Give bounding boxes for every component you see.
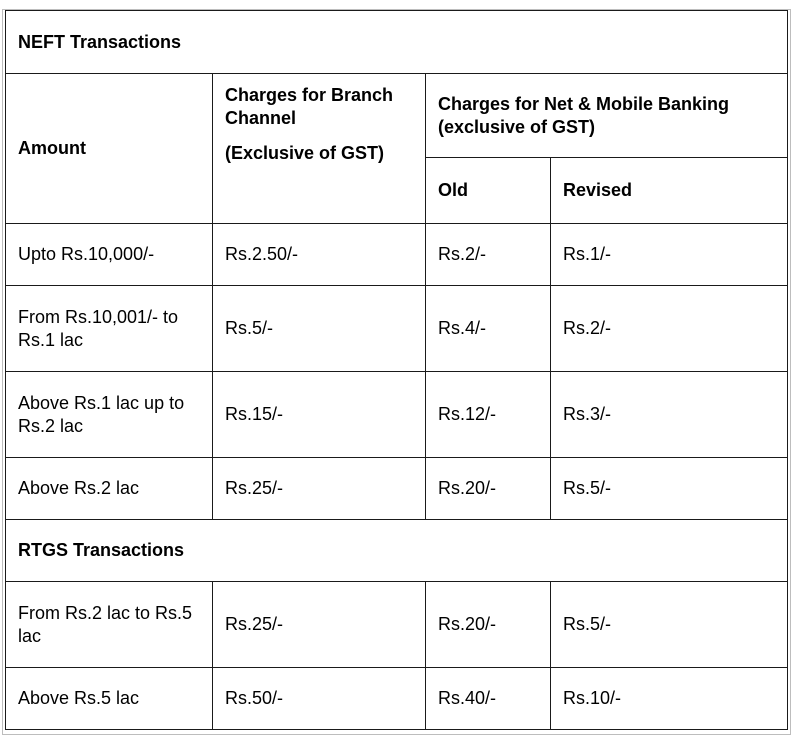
neft-section-title: NEFT Transactions — [6, 11, 788, 74]
rtgs-section-row — [6, 520, 788, 582]
branch-charge-cell: Rs.25/- — [213, 458, 426, 520]
branch-charge-cell: Rs.5/- — [213, 286, 426, 372]
revised-charge-cell: Rs.5/- — [551, 458, 788, 520]
old-charge-cell: Rs.4/- — [426, 286, 551, 372]
table-row — [6, 286, 788, 372]
branch-charge-cell: Rs.25/- — [213, 582, 426, 668]
amount-cell: Above Rs.2 lac — [6, 458, 213, 520]
amount-cell: From Rs.2 lac to Rs.5 lac — [6, 582, 213, 668]
old-charge-cell: Rs.40/- — [426, 668, 551, 730]
branch-channel-header — [213, 74, 426, 224]
amount-cell: Above Rs.1 lac up to Rs.2 lac — [6, 372, 213, 458]
revised-header: Revised — [551, 158, 788, 224]
rtgs-section-title: RTGS Transactions — [6, 520, 788, 582]
table-row — [6, 582, 788, 668]
branch-charge-cell: Rs.2.50/- — [213, 224, 426, 286]
net-mobile-header — [426, 74, 788, 158]
revised-charge-cell: Rs.10/- — [551, 668, 788, 730]
revised-charge-cell: Rs.2/- — [551, 286, 788, 372]
amount-header: Amount — [6, 74, 213, 224]
table-row — [6, 458, 788, 520]
old-charge-cell: Rs.12/- — [426, 372, 551, 458]
amount-cell: Upto Rs.10,000/- — [6, 224, 213, 286]
revised-charge-cell: Rs.1/- — [551, 224, 788, 286]
net-mobile-header-note: (exclusive of GST) — [438, 116, 596, 137]
revised-charge-cell: Rs.5/- — [551, 582, 788, 668]
table-row — [6, 224, 788, 286]
amount-cell: From Rs.10,001/- to Rs.1 lac — [6, 286, 213, 372]
revised-charge-cell: Rs.3/- — [551, 372, 788, 458]
header-row — [6, 74, 788, 158]
branch-channel-header-title: Charges for Branch Channel — [225, 85, 394, 128]
old-header: Old — [426, 158, 551, 224]
charges-table — [5, 10, 788, 730]
old-charge-cell: Rs.2/- — [426, 224, 551, 286]
old-charge-cell: Rs.20/- — [426, 458, 551, 520]
table-row — [6, 372, 788, 458]
amount-cell: Above Rs.5 lac — [6, 668, 213, 730]
net-mobile-header-title: Charges for Net & Mobile Banking — [438, 93, 730, 114]
neft-section-row — [6, 11, 788, 74]
branch-charge-cell: Rs.15/- — [213, 372, 426, 458]
old-charge-cell: Rs.20/- — [426, 582, 551, 668]
branch-channel-header-note: (Exclusive of GST) — [225, 143, 385, 163]
branch-charge-cell: Rs.50/- — [213, 668, 426, 730]
table-row — [6, 668, 788, 730]
